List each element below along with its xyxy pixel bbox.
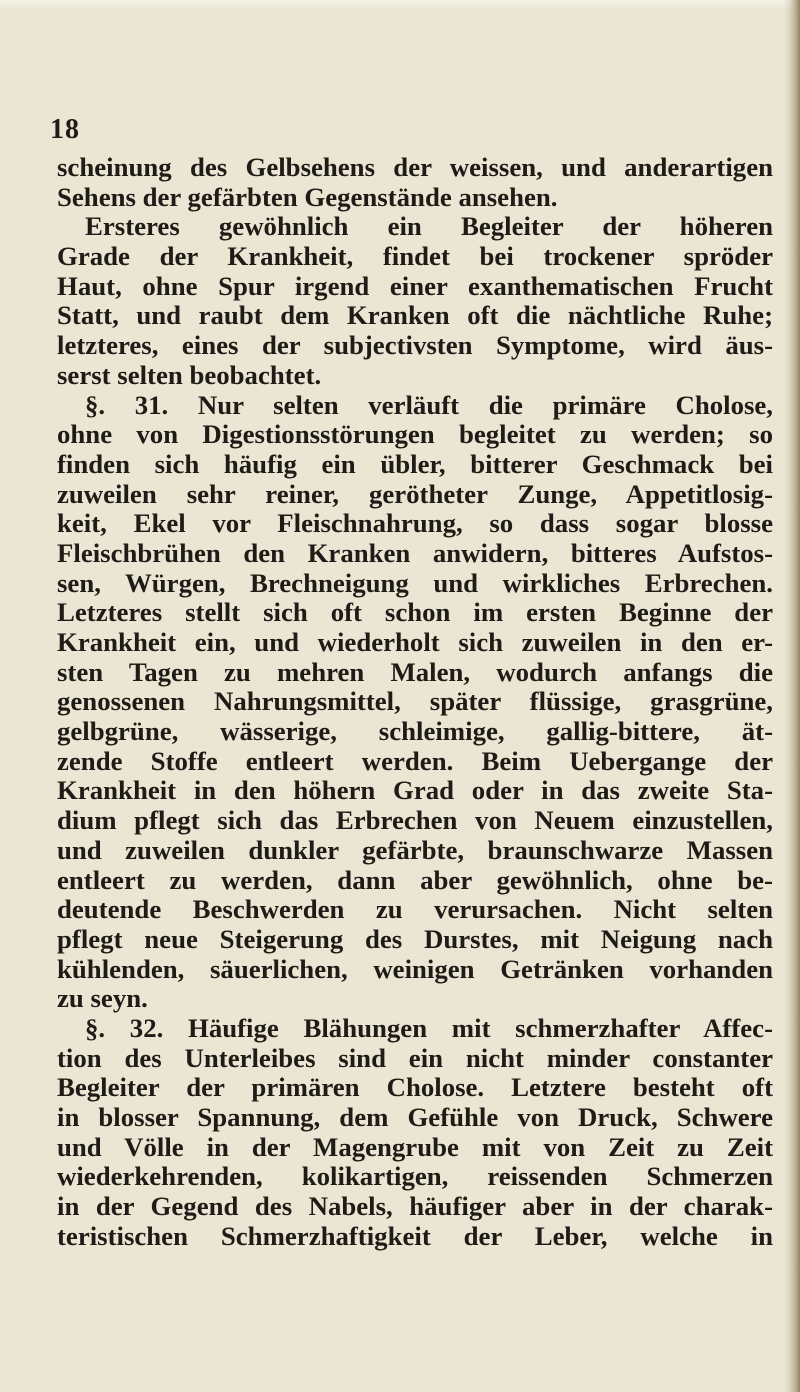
text-line: Ersteres gewöhnlich ein Begleiter der höheren <box>85 212 773 242</box>
text-line: zende Stoffe entleert werden. Beim Uebergange der <box>57 746 773 776</box>
text-line: genossenen Nahrungsmittel, später flüssige, grasgrüne, <box>57 687 773 717</box>
page-number: 18 <box>50 114 80 145</box>
text-line: sen, Würgen, Brechneigung und wirkliches Erbrechen. <box>57 568 773 598</box>
page-edge-right <box>784 0 800 1392</box>
page-edge-top <box>0 0 800 10</box>
text-line: Grade der Krankheit, findet bei trockener spröder <box>57 242 773 272</box>
text-line: zu seyn. <box>57 984 148 1014</box>
text-line: zuweilen sehr reiner, gerötheter Zunge, Appetitlosig- <box>57 479 773 509</box>
text-line: Begleiter der primären Cholose. Letztere besteht oft <box>57 1073 773 1103</box>
text-line: keit, Ekel vor Fleischnahrung, so dass sogar blosse <box>57 509 773 539</box>
text-line: Krankheit ein, und wiederholt sich zuweilen in den er- <box>57 628 773 657</box>
text-line: in der Gegend des Nabels, häufiger aber in der charak- <box>57 1192 773 1222</box>
text-line: ohne von Digestionsstörungen begleitet zu werden; so <box>57 420 773 450</box>
text-line: und Völle in der Magengrube mit von Zeit zu Zeit <box>57 1132 773 1162</box>
text-line: §. 32. Häufige Blähungen mit schmerzhafter Affec- <box>85 1013 773 1043</box>
text-line: Haut, ohne Spur irgend einer exanthematischen Frucht <box>57 271 773 301</box>
text-line: Sehens der gefärbten Gegenstände ansehen. <box>57 182 558 212</box>
text-line: dium pflegt sich das Erbrechen von Neuem einzustellen, <box>57 806 773 836</box>
text-line: serst selten beobachtet. <box>57 360 322 390</box>
text-line: Letzteres stellt sich oft schon im ersten Beginne der <box>57 598 773 628</box>
text-line: tion des Unterleibes sind ein nicht minder constanter <box>57 1043 773 1073</box>
text-line: und zuweilen dunkler gefärbte, braunschwarze Massen <box>57 835 773 865</box>
text-line: in blosser Spannung, dem Gefühle von Druck, Schwere <box>57 1103 773 1132</box>
text-line: finden sich häufig ein übler, bitterer Geschmack bei <box>57 449 773 479</box>
text-line: entleert zu werden, dann aber gewöhnlich, ohne be- <box>57 865 773 895</box>
text-line: letzteres, eines der subjectivsten Symptome, wird äus- <box>57 331 773 361</box>
text-line: Krankheit in den höhern Grad oder in das zweite Sta- <box>57 776 773 806</box>
text-line: Fleischbrühen den Kranken anwidern, bitteres Aufstos- <box>57 538 773 568</box>
text-line: sten Tagen zu mehren Malen, wodurch anfangs die <box>57 657 773 687</box>
text-line: wiederkehrenden, kolikartigen, reissenden Schmerzen <box>57 1162 773 1192</box>
text-line: kühlenden, säuerlichen, weinigen Getränken vorhanden <box>57 954 773 984</box>
text-line: §. 31. Nur selten verläuft die primäre Cholose, <box>85 390 773 420</box>
text-line: scheinung des Gelbsehens der weissen, und anderartigen <box>57 153 773 182</box>
text-line: gelbgrüne, wässerige, schleimige, gallig-bittere, ät- <box>57 717 773 747</box>
text-line: teristischen Schmerzhaftigkeit der Leber, welche in <box>57 1221 773 1251</box>
body-text <box>57 153 773 1251</box>
text-line: Statt, und raubt dem Kranken oft die nächtliche Ruhe; <box>57 301 773 331</box>
text-line: pflegt neue Steigerung des Durstes, mit Neigung nach <box>57 924 773 954</box>
text-line: deutende Beschwerden zu verursachen. Nicht selten <box>57 895 773 925</box>
